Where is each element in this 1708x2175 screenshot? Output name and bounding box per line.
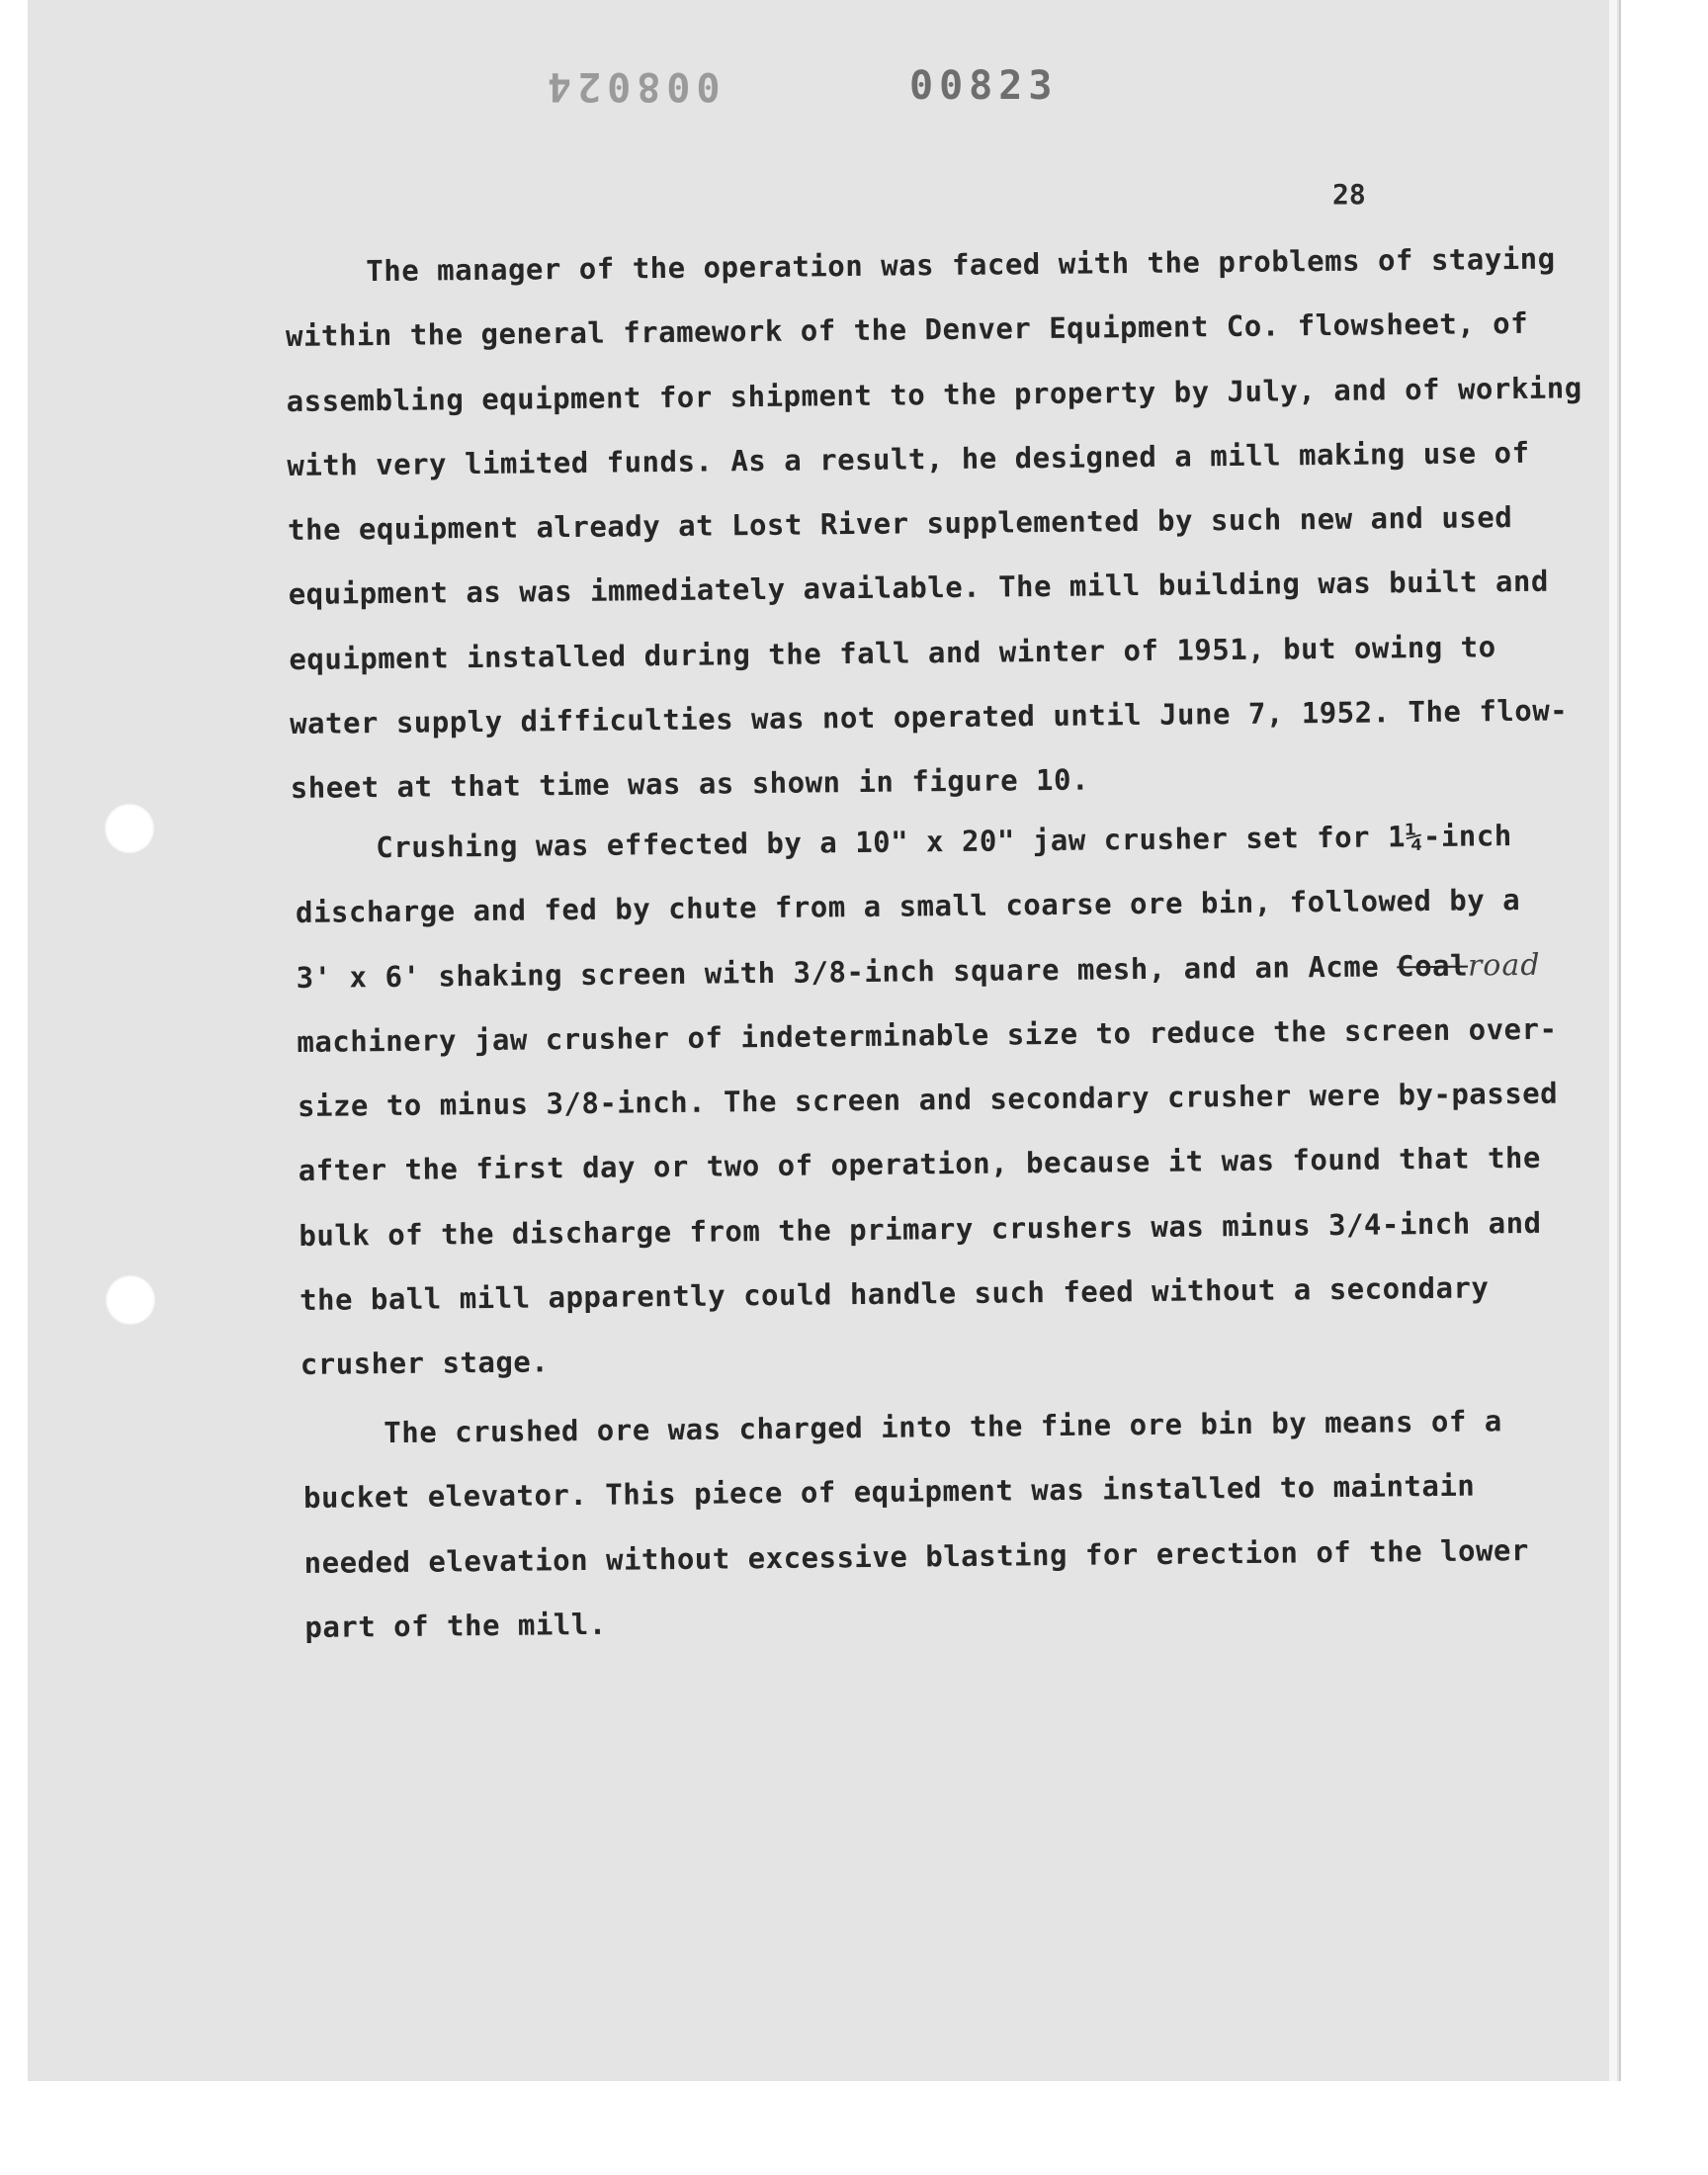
text-line: crusher stage. [299, 1345, 550, 1382]
text-line: needed elevation without excessive blasting for erection of the lower [303, 1532, 1530, 1580]
text-line: Crushing was effected by a 10" x 20" jaw crusher set for 1¼-inch [376, 819, 1512, 865]
text-line: equipment as was immediately available. The mill building was built and [288, 565, 1549, 612]
text-line: bulk of the discharge from the primary crushers was minus 3/4-inch and [299, 1205, 1542, 1253]
punch-hole-top [104, 803, 155, 854]
text-line: water supply difficulties was not operated until June 7, 1952. The flow- [289, 693, 1569, 741]
paragraph-1 [285, 226, 1586, 821]
page-edge [1609, 0, 1617, 2081]
text-line: the equipment already at Lost River supplemented by such new and used [287, 500, 1513, 548]
paragraph-3 [302, 1389, 1530, 1660]
text-line: with very limited funds. As a result, he designed a mill making use of [287, 435, 1530, 482]
document-stamp-number: 00823 [909, 63, 1059, 109]
handwritten-correction: road [1467, 947, 1541, 984]
text-line: after the first day or two of operation, because it was found that the [298, 1141, 1542, 1188]
text-line: discharge and fed by chute from a small coarse ore bin, followed by a [295, 883, 1521, 930]
text-line: machinery jaw crusher of indeterminable size to reduce the screen over- [297, 1011, 1558, 1059]
text-line: within the general framework of the Denver Equipment Co. flowsheet, of [285, 306, 1529, 354]
page-number: 28 [1332, 178, 1366, 211]
text-line: part of the mill. [304, 1607, 607, 1644]
text-line: size to minus 3/8-inch. The screen and secondary crusher were by-passed [297, 1076, 1559, 1124]
text-line-start: 3' x 6' shaking screen with 3/8-inch square mesh, and an Acme [296, 948, 1398, 995]
text-line: bucket elevator. This piece of equipment was installed to maintain [302, 1468, 1476, 1516]
struck-out-word: Coal [1396, 948, 1469, 983]
text-line: sheet at that time was as shown in figure 10. [290, 762, 1090, 806]
text-line: equipment installed during the fall and winter of 1951, but owing to [289, 629, 1496, 676]
text-line: assembling equipment for shipment to the property by July, and of working [286, 370, 1582, 418]
document-stamp-faded: 008024 [542, 63, 721, 109]
punch-hole-bottom [105, 1274, 156, 1326]
text-line: The crushed ore was charged into the fine ore bin by means of a [384, 1404, 1502, 1450]
paragraph-2 [295, 804, 1561, 1398]
text-line: The manager of the operation was faced with the problems of staying [366, 241, 1556, 289]
text-line: the ball mill apparently could handle such feed without a secondary [299, 1270, 1490, 1318]
